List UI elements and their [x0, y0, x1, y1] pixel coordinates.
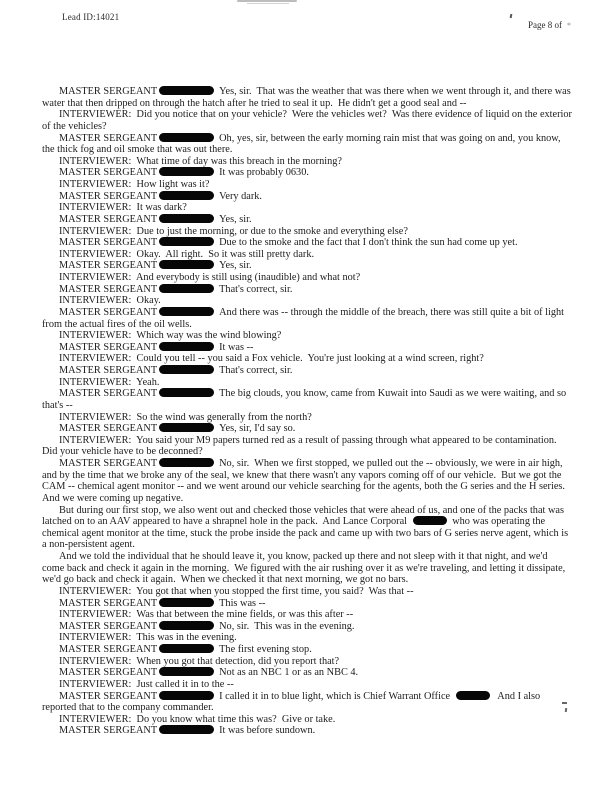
- speaker-label: MASTER SERGEANT: [59, 341, 158, 353]
- redaction-bar: [159, 260, 214, 269]
- lead-id-label: Lead ID:14021: [62, 12, 120, 22]
- transcript-paragraph: MASTER SERGEANT The big clouds, you know, came from Kuwait into Saudi as we were waiting, and so that's --: [42, 388, 569, 411]
- transcript-paragraph: INTERVIEWER: This was in the evening.: [59, 632, 237, 644]
- transcript-paragraph: INTERVIEWER: Did you notice that on your vehicle? Were the vehicles wet? Was there evidence of liquid on the exterior of the vehicles?: [42, 109, 575, 132]
- speaker-label: INTERVIEWER:: [59, 248, 132, 260]
- transcript-paragraph: INTERVIEWER: Do you know what time this was? Give or take.: [59, 713, 336, 725]
- transcript-paragraph: MASTER SERGEANT It was before sundown.: [59, 725, 316, 737]
- speaker-label: INTERVIEWER:: [59, 713, 132, 725]
- speaker-label: INTERVIEWER:: [59, 376, 132, 388]
- redaction-bar: [159, 458, 214, 467]
- redaction-bar: [159, 237, 214, 246]
- redaction-bar: [159, 644, 214, 653]
- speaker-label: INTERVIEWER:: [59, 678, 132, 690]
- transcript-paragraph: INTERVIEWER: How light was it?: [59, 179, 210, 190]
- speaker-label: MASTER SERGEANT: [59, 388, 158, 400]
- redaction-bar: [159, 167, 214, 176]
- speaker-label: MASTER SERGEANT: [59, 167, 158, 179]
- transcript-paragraph: MASTER SERGEANT The first evening stop.: [59, 644, 312, 655]
- transcript-paragraph: INTERVIEWER: It was dark?: [59, 202, 187, 214]
- speaker-label: MASTER SERGEANT: [59, 283, 158, 295]
- transcript-paragraph: MASTER SERGEANT Not as an NBC 1 or as an NBC 4.: [59, 667, 359, 679]
- redaction-bar: [159, 423, 214, 432]
- speaker-label: INTERVIEWER:: [59, 272, 132, 283]
- transcript-paragraph: MASTER SERGEANT Yes, sir.: [59, 213, 252, 225]
- speaker-label: MASTER SERGEANT: [59, 644, 158, 655]
- transcript-paragraph: MASTER SERGEANT It was --: [59, 341, 254, 353]
- redaction-bar: [159, 691, 214, 700]
- speaker-label: INTERVIEWER:: [59, 411, 132, 423]
- transcript-paragraph: INTERVIEWER: When you got that detection, did you report that?: [59, 655, 340, 667]
- speaker-label: MASTER SERGEANT: [59, 86, 158, 97]
- transcript-paragraph: MASTER SERGEANT Very dark.: [59, 190, 263, 202]
- redaction-bar: [159, 307, 214, 316]
- transcript-paragraph: MASTER SERGEANT This was --: [59, 597, 266, 609]
- redaction-bar: [159, 667, 214, 676]
- speaker-label: MASTER SERGEANT: [59, 306, 158, 318]
- transcript-paragraph: INTERVIEWER: Yeah.: [59, 376, 160, 388]
- transcript-paragraph: MASTER SERGEANT Due to the smoke and the fact that I don't think the sun had come up yet.: [59, 237, 518, 249]
- speaker-label: INTERVIEWER:: [59, 155, 132, 167]
- transcript-paragraph: INTERVIEWER: So the wind was generally from the north?: [59, 411, 312, 423]
- speaker-label: INTERVIEWER:: [59, 609, 132, 621]
- page-number-text: Page 8 of: [528, 20, 562, 30]
- transcript-paragraph: INTERVIEWER: Just called it in to the --: [59, 678, 234, 690]
- transcript-paragraph: INTERVIEWER: Okay. All right. So it was still pretty dark.: [59, 248, 315, 260]
- speaker-label: MASTER SERGEANT: [59, 365, 158, 376]
- redaction-bar: [159, 621, 214, 630]
- transcript-paragraph: MASTER SERGEANT That's correct, sir.: [59, 365, 293, 376]
- redaction-bar: [159, 133, 214, 142]
- transcript-paragraph: MASTER SERGEANT No, sir. This was in the evening.: [59, 620, 355, 632]
- speaker-label: INTERVIEWER:: [59, 655, 132, 667]
- speaker-label: MASTER SERGEANT: [59, 597, 158, 609]
- speaker-label: INTERVIEWER:: [59, 434, 132, 446]
- speaker-label: MASTER SERGEANT: [59, 237, 158, 249]
- transcript-paragraph: INTERVIEWER: And everybody is still using (inaudible) and what not?: [59, 272, 361, 283]
- speaker-label: MASTER SERGEANT: [59, 132, 158, 144]
- speaker-label: MASTER SERGEANT: [59, 260, 158, 272]
- scan-artifact-tick: [510, 14, 512, 18]
- transcript-continuation: But during our first stop, we also went out and checked those vehicles that were ahead of us, and one of the packs that was latched on to an AAV appeared to have a shrapnel hole in the pack. And Lance Corporal who was operating the chemical agent monitor at the time, stuck the probe inside the pack and came up with two bars of G series nerve agent, which is a non-persistent agent.: [42, 504, 571, 551]
- speaker-label: INTERVIEWER:: [59, 109, 132, 121]
- speaker-label: MASTER SERGEANT: [59, 213, 158, 225]
- transcript-paragraph: INTERVIEWER: Which way was the wind blowing?: [59, 330, 282, 342]
- redaction-bar: [456, 691, 490, 700]
- speaker-label: INTERVIEWER:: [59, 225, 132, 237]
- speaker-label: INTERVIEWER:: [59, 295, 132, 307]
- speaker-label: INTERVIEWER:: [59, 202, 132, 214]
- redaction-bar: [159, 86, 214, 95]
- transcript-paragraph: INTERVIEWER: What time of day was this breach in the morning?: [59, 155, 342, 167]
- redaction-bar: [159, 365, 214, 374]
- transcript-paragraph: INTERVIEWER: You said your M9 papers turned red as a result of passing through what appeared to be contamination. Did your vehicle have to be deconned?: [42, 434, 562, 458]
- speaker-label: MASTER SERGEANT: [59, 620, 158, 632]
- speaker-label: INTERVIEWER:: [59, 632, 132, 644]
- speaker-label: MASTER SERGEANT: [59, 423, 158, 435]
- transcript-paragraph: INTERVIEWER: Could you tell -- you said a Fox vehicle. You're just looking at a wind screen, right?: [59, 353, 484, 365]
- speaker-label: MASTER SERGEANT: [59, 690, 158, 702]
- speaker-label: INTERVIEWER:: [59, 353, 132, 365]
- transcript-paragraph: MASTER SERGEANT That's correct, sir.: [59, 283, 293, 295]
- transcript-paragraph: INTERVIEWER: Okay.: [59, 295, 161, 307]
- redaction-bar: [159, 598, 214, 607]
- transcript-paragraph: INTERVIEWER: Was that between the mine fields, or was this after --: [59, 609, 354, 621]
- transcript-paragraph: INTERVIEWER: Due to just the morning, or due to the smoke and everything else?: [59, 225, 408, 237]
- speaker-label: MASTER SERGEANT: [59, 725, 158, 737]
- redaction-bar: [159, 388, 214, 397]
- speaker-label: MASTER SERGEANT: [59, 458, 158, 469]
- redaction-bar: [159, 284, 214, 293]
- transcript-paragraph: MASTER SERGEANT Oh, yes, sir, between the early morning rain mist that was going on and, you know, the thick fog and oil smoke that was out there.: [42, 132, 564, 156]
- speaker-label: INTERVIEWER:: [59, 179, 132, 190]
- transcript-body: [42, 86, 575, 737]
- transcript-continuation: And we told the individual that he should leave it, you know, packed up there and not sleep with it that night, and we'd come back and check it again in the morning. We figured with the air rushing over it as we're traveling, and letting it dissipate, we'd go back and check it again. When we checked it that next morning, we got no bars.: [42, 551, 568, 586]
- redaction-bar: [159, 214, 214, 223]
- transcript-paragraph: MASTER SERGEANT And there was -- through the middle of the breach, there was still quite a bit of light from the actual fires of the oil wells.: [42, 306, 567, 330]
- redaction-bar: [413, 516, 447, 525]
- redaction-bar: [159, 725, 214, 734]
- speaker-label: MASTER SERGEANT: [59, 667, 158, 679]
- transcript-paragraph: MASTER SERGEANT Yes, sir. That was the weather that was there when we went through it, and there was water that then dripped on through the hatch after he tried to seal it up. He didn't get a good seal and --: [42, 86, 574, 109]
- page-number-label: [528, 20, 571, 30]
- transcript-paragraph: INTERVIEWER: You got that when you stopped the first time, you said? Was that --: [59, 585, 414, 597]
- speaker-label: INTERVIEWER:: [59, 585, 132, 597]
- page-total-mark: *: [567, 21, 571, 30]
- transcript-paragraph: MASTER SERGEANT No, sir. When we first stopped, we pulled out the -- obviously, we were in air high, and by the time that we broke any of the seal, we knew that there wasn't any vapors coming off of our vehicle. But we got the CAM -- chemical agent monitor -- and we went around our vehicle searching for the agents, both the G series and the H series. And we were coming up negative.: [42, 458, 570, 504]
- scan-artifact-top-2: [247, 3, 289, 4]
- transcript-paragraph: MASTER SERGEANT It was probably 0630.: [59, 167, 309, 179]
- speaker-label: INTERVIEWER:: [59, 330, 132, 342]
- speaker-label: MASTER SERGEANT: [59, 190, 158, 202]
- transcript-paragraph: MASTER SERGEANT I called it in to blue light, which is Chief Warrant Office And I also reported that to the company commander.: [42, 690, 543, 714]
- redaction-bar: [159, 191, 214, 200]
- scan-artifact-top: [237, 0, 297, 2]
- transcript-paragraph: MASTER SERGEANT Yes, sir, I'd say so.: [59, 423, 296, 435]
- redaction-bar: [159, 342, 214, 351]
- transcript-paragraph: MASTER SERGEANT Yes, sir.: [59, 260, 252, 272]
